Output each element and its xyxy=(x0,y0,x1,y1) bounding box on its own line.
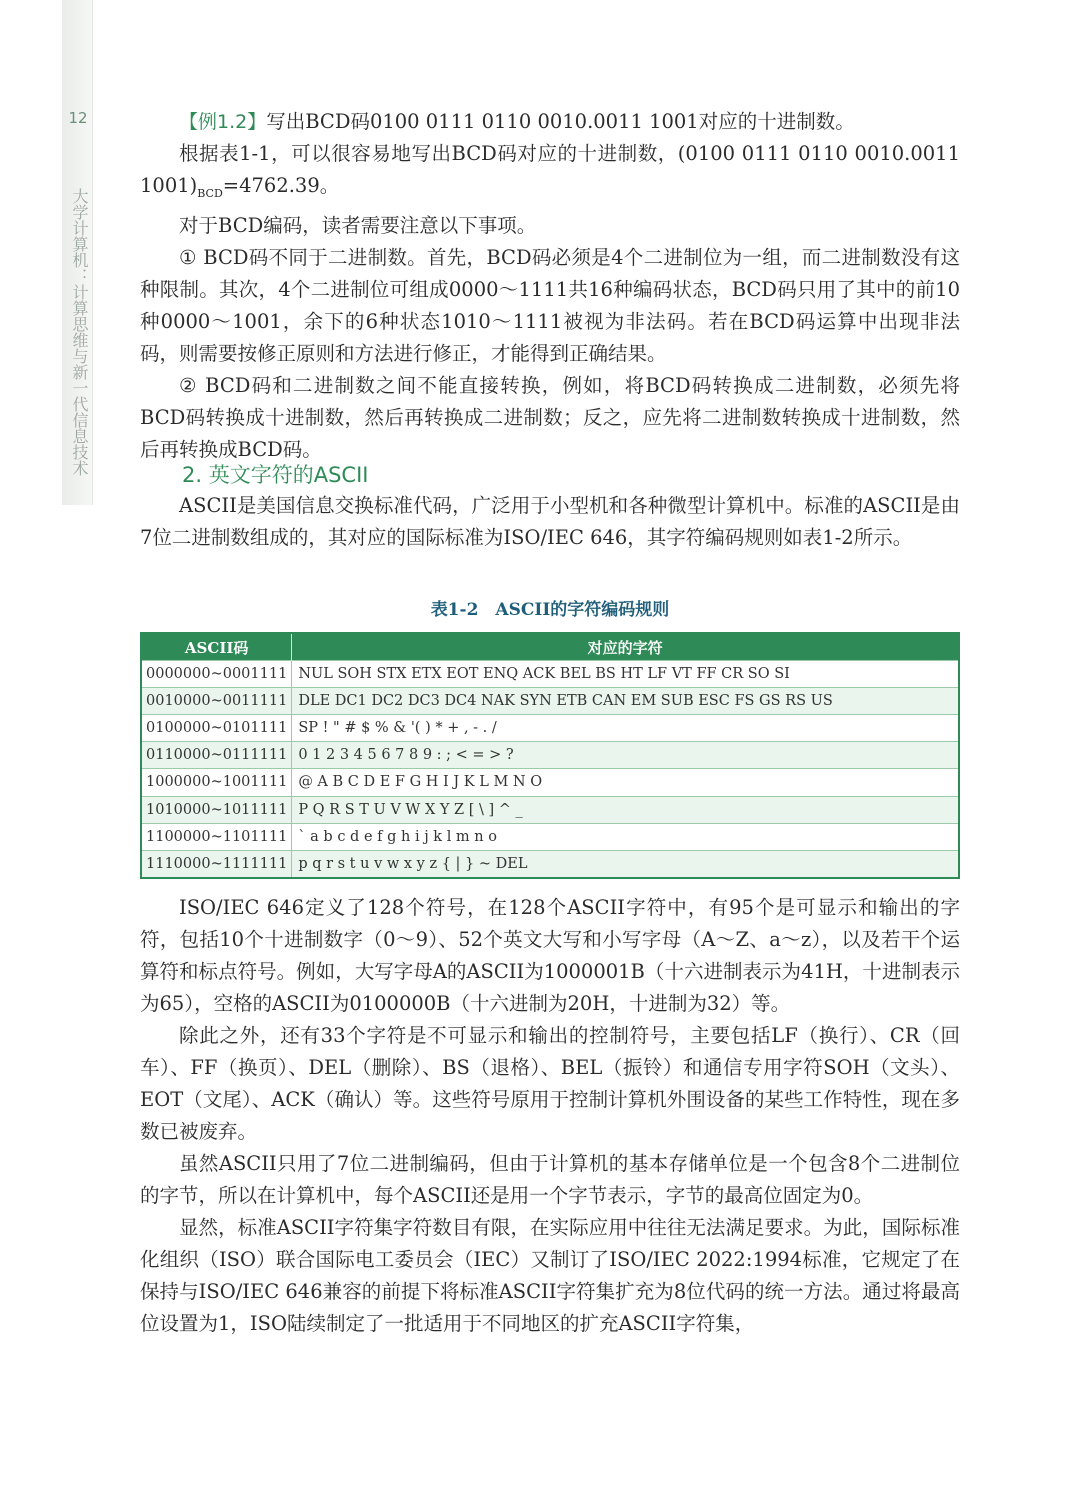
book-title: 大学计算机：计算思维与新一代信息技术 xyxy=(70,188,89,476)
table-header-row xyxy=(141,633,959,661)
header-characters: 对应的字符 xyxy=(292,633,959,661)
section-heading: 2. 英文字符的ASCII xyxy=(182,463,369,487)
code-cell: 0010000~0011111 xyxy=(141,688,292,715)
table-row xyxy=(141,661,959,688)
table-row xyxy=(141,850,959,878)
code-cell: 1010000~1011111 xyxy=(141,796,292,823)
table-caption: 表1-2 ASCII的字符编码规则 xyxy=(430,600,670,620)
iso646-paragraph: ISO/IEC 646定义了128个符号，在128个ASCII字符中，有95个是可显示和输出的字符，包括10个十进制数字（0～9）、52个英文大写和小写字母（A～Z、a～z），以及若干个运算符和标点符号。例如，大写字母A的ASCII为1000001B（十六进制表示为41H，十进制表示为65），空格的ASCII为0100000B（十六进制为20H，十进制为32）等。 xyxy=(140,896,960,1015)
block-ascii-details xyxy=(140,892,960,1340)
table-row xyxy=(141,715,959,742)
table-row xyxy=(141,688,959,715)
example-paragraph xyxy=(140,106,960,138)
table-row xyxy=(141,796,959,823)
chars-cell: ` a b c d e f g h i j k l m n o xyxy=(292,823,959,850)
extended-ascii-paragraph: 显然，标准ASCII字符集字符数目有限，在实际应用中往往无法满足要求。为此，国际标准化组织（ISO）联合国际电工委员会（IEC）又制订了ISO/IEC 2022:1994标准，它规定了在保持与ISO/IEC 646兼容的前提下将标准ASCII字符集扩充为8位代码的统一方法。通过将最高位设置为1，ISO陆续制定了一批适用于不同地区的扩充ASCII字符集， xyxy=(140,1216,960,1335)
answer-text: 根据表1-1，可以很容易地写出BCD码对应的十进制数，(0100 0111 0110 0010.0011 1001) xyxy=(140,142,960,197)
code-cell: 1000000~1001111 xyxy=(141,769,292,796)
chars-cell: DLE DC1 DC2 DC3 DC4 NAK SYN ETB CAN EM SUB ESC FS GS RS US xyxy=(292,688,959,715)
item1-paragraph: ① BCD码不同于二进制数。首先，BCD码必须是4个二进制位为一组，而二进制数没有这种限制。其次，4个二进制位可组成0000～1111共16种编码状态，BCD码只用了其中的前10种0000～1001，余下的6种状态1010～1111被视为非法码。若在BCD码运算中出现非法码，则需要按修正原则和方法进行修正，才能得到正确结果。 xyxy=(140,245,960,365)
chars-cell: 0 1 2 3 4 5 6 7 8 9 : ; < = > ? xyxy=(292,742,959,769)
example-text: 写出BCD码0100 0111 0110 0010.0011 1001对应的十进制数。 xyxy=(266,110,855,133)
table-row xyxy=(141,742,959,769)
item2-paragraph: ② BCD码和二进制数之间不能直接转换，例如，将BCD码转换成二进制数，必须先将BCD码转换成十进制数，然后再转换成二进制数；反之，应先将二进制数转换成十进制数，然后再转换成BCD码。 xyxy=(140,373,960,461)
bcd-subscript: BCD xyxy=(197,186,223,200)
code-cell: 1100000~1101111 xyxy=(141,823,292,850)
answer-result: =4762.39。 xyxy=(222,174,340,197)
chars-cell: NUL SOH STX ETX EOT ENQ ACK BEL BS HT LF VT FF CR SO SI xyxy=(292,661,959,688)
header-ascii-code: ASCII码 xyxy=(141,633,292,661)
code-cell: 0100000~0101111 xyxy=(141,715,292,742)
answer-paragraph xyxy=(140,138,960,210)
notice-paragraph: 对于BCD编码，读者需要注意以下事项。 xyxy=(179,213,537,237)
chars-cell: @ A B C D E F G H I J K L M N O xyxy=(292,769,959,796)
byte-storage-paragraph: 虽然ASCII只用了7位二进制编码，但由于计算机的基本存储单位是一个包含8个二进制位的字节，所以在计算机中，每个ASCII还是用一个字节表示，字节的最高位固定为0。 xyxy=(140,1152,960,1207)
example-tag: 【例1.2】 xyxy=(179,111,267,133)
code-cell: 1110000~1111111 xyxy=(141,850,292,878)
chars-cell: P Q R S T U V W X Y Z [ \ ] ^ _ xyxy=(292,796,959,823)
page-number: 12 xyxy=(68,109,88,127)
code-cell: 0000000~0001111 xyxy=(141,661,292,688)
table-row xyxy=(141,823,959,850)
block-ascii-intro xyxy=(140,490,960,554)
code-cell: 0110000~0111111 xyxy=(141,742,292,769)
chars-cell: p q r s t u v w x y z { | } ~ DEL xyxy=(292,850,959,878)
control-chars-paragraph: 除此之外，还有33个字符是不可显示和输出的控制符号，主要包括LF（换行）、CR（回车）、FF（换页）、DEL（删除）、BS（退格）、BEL（振铃）和通信专用字符SOH（文头）、EOT（文尾）、ACK（确认）等。这些符号原用于控制计算机外围设备的某些工作特性，现在多数已被废弃。 xyxy=(140,1024,960,1143)
ascii-table xyxy=(140,632,960,879)
block-bcd xyxy=(140,106,960,466)
ascii-intro-paragraph: ASCII是美国信息交换标准代码，广泛用于小型机和各种微型计算机中。标准的ASCII是由7位二进制数组成的，其对应的国际标准为ISO/IEC 646，其字符编码规则如表1-2所示。 xyxy=(140,494,960,549)
chars-cell: SP ! " # $ % & '( ) * + , - . / xyxy=(292,715,959,742)
table-row xyxy=(141,769,959,796)
